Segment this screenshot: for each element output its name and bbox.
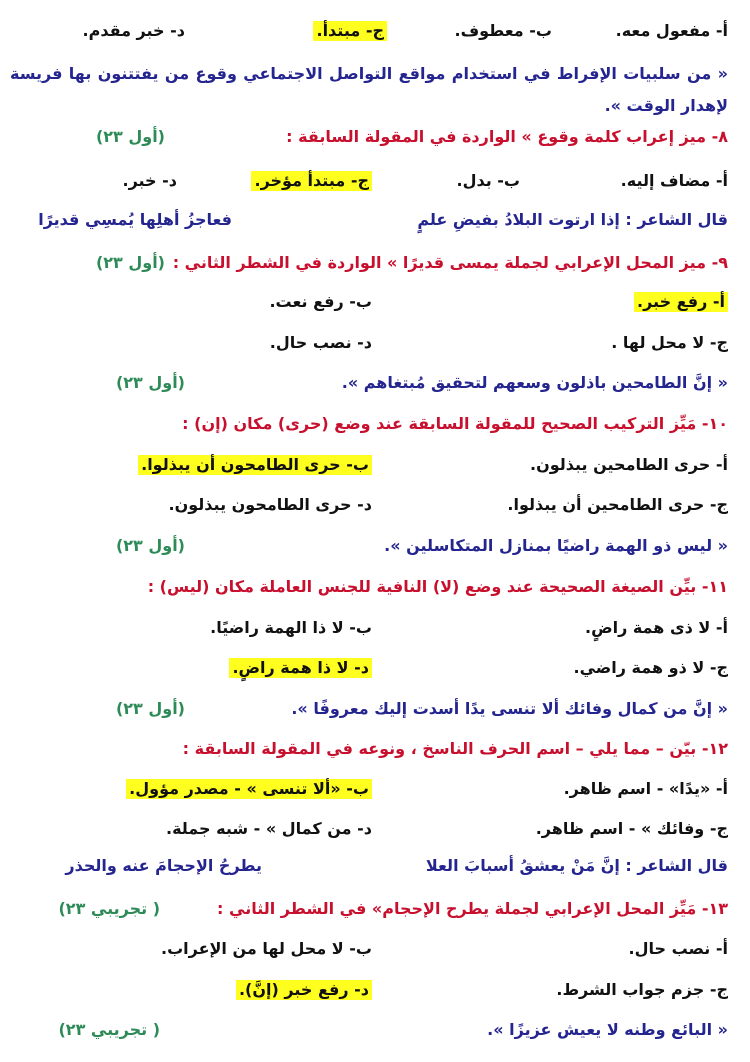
q12-option-a: أ- «يدًا» - اسم ظاهر. [563,779,728,798]
q12-option-b-answer: ب- «ألا تنسى » - مصدر مؤول. [126,779,372,799]
q10-option-c: ج- حرى الطامحين أن يبذلوا. [507,495,728,514]
q13-option-d-answer: د- رفع خبر (إنَّ). [236,980,372,1000]
q9-option-d: د- نصب حال. [269,333,372,352]
q7-option-d: د- خبر مقدم. [82,21,185,40]
verse1-second: فعاجزُ أهلِها يُمسِي قديرًا [38,210,232,229]
q13-question: ١٣- مَيِّز المحل الإعرابي لجملة يطرح الإحجام» في الشطر الثاني : [217,899,728,918]
q11-option-b: ب- لا ذا الهمة راضيًا. [210,618,372,637]
quote-paragraph: « من سلبيات الإفراط في استخدام مواقع التواصل الاجتماعي وقوع من يفتتنون بها فريسة لإهدار الوقت ». [10,64,728,115]
q10-question: ١٠- مَيِّز التركيب الصحيح للمقولة السابقة عند وضع (حرى) مكان (إن) : [182,414,728,433]
q11-options-1 [0,611,750,645]
quote-q11-row [0,529,750,563]
quote-q10-tag: (أول ٢٣) [115,373,185,392]
q12-question-row [0,732,750,766]
quote-q10: « إنَّ الطامحين باذلون وسعهم لتحقيق مُبتغاهم ». [341,373,728,392]
q9-option-b: ب- رفع نعت. [269,292,372,311]
quote-q12-tag: (أول ٢٣) [115,699,185,718]
q13-tag: ( تجريبي ٢٣) [58,899,160,918]
q7-option-a: أ- مفعول معه. [615,21,728,40]
q9-option-c: ج- لا محل لها . [611,333,728,352]
q13-option-b: ب- لا محل لها من الإعراب. [160,939,372,958]
q9-options-1 [0,285,750,319]
quote-last: « البائع وطنه لا يعيش عزيزًا ». [487,1020,728,1039]
q7-option-c-answer: ج- مبتدأ. [313,21,387,41]
q7-option-b: ب- معطوف. [454,21,552,40]
quote-q11: « ليس ذو الهمة راضيًا بمنازل المتكاسلين ». [384,536,728,555]
verse2-second: يطرحُ الإحجامَ عنه والحذر [65,856,262,875]
q12-options-2 [0,812,750,846]
q8-option-a: أ- مضاف إليه. [620,171,728,190]
quote-q11-tag: (أول ٢٣) [115,536,185,555]
q11-question-row [0,570,750,604]
quote-q12-row [0,692,750,726]
q11-option-c: ج- لا ذو همة راضي. [573,658,728,677]
quote-q10-row [0,366,750,400]
verse1-first: قال الشاعر : إذا ارتوت البلادُ بفيضِ علمٍ [417,210,728,229]
q9-question-row [0,246,750,280]
q10-option-a: أ- حرى الطامحين يبذلون. [530,455,728,474]
q9-option-a-answer: أ- رفع خبر. [634,292,728,312]
q13-question-row [0,892,750,926]
verse1-row [0,203,750,237]
q12-option-c: ج- وفائك » - اسم ظاهر. [535,819,728,838]
q12-option-d: د- من كمال » - شبه جملة. [165,819,372,838]
q12-question: ١٢- بيّن – مما يلي – اسم الحرف الناسخ ، ونوعه في المقولة السابقة : [182,739,728,758]
q8-options [0,164,750,198]
q9-options-2 [0,326,750,360]
q8-option-c-answer: ج- مبتدأ مؤخر. [251,171,372,191]
q10-option-b-answer: ب- حرى الطامحون أن يبذلوا. [138,455,372,475]
q11-option-d-answer: د- لا ذا همة راضٍ. [229,658,372,678]
q8-question-row [0,120,750,154]
verse2-row [0,849,750,883]
q13-options-2 [0,973,750,1007]
q10-options-1 [0,448,750,482]
verse2-first: قال الشاعر : إنَّ مَنْ يعشقُ أسبابَ العلا [425,856,728,875]
q12-options-1 [0,772,750,806]
q13-options-1 [0,932,750,966]
q10-question-row [0,407,750,441]
q8-option-b: ب- بدل. [456,171,520,190]
q10-option-d: د- حرى الطامحون يبذلون. [168,495,372,514]
quote-q12: « إنَّ من كمال وفائك ألا تنسى يدًا أسدت إليك معروفًا ». [291,699,728,718]
quote-last-row [0,1013,750,1047]
q13-option-c: ج- جزم جواب الشرط. [556,980,728,999]
q8-question: ٨- ميز إعراب كلمة وقوع » الواردة في المقولة السابقة : [286,127,728,146]
q11-question: ١١- بيِّن الصيغة الصحيحة عند وضع (لا) النافية للجنس العاملة مكان (ليس) : [147,577,728,596]
q11-option-a: أ- لا ذى همة راضٍ. [584,618,728,637]
quote-last-tag: ( تجريبي ٢٣) [58,1020,160,1039]
q9-tag: (أول ٢٣) [95,253,165,272]
q8-tag: (أول ٢٣) [95,127,165,146]
q13-option-a: أ- نصب حال. [628,939,728,958]
q8-option-d: د- خبر. [122,171,177,190]
q9-question: ٩- ميز المحل الإعرابي لجملة يمسى قديرًا » الواردة في الشطر الثاني : [172,253,728,272]
q11-options-2 [0,651,750,685]
q7-options [0,14,750,48]
q10-options-2 [0,488,750,522]
